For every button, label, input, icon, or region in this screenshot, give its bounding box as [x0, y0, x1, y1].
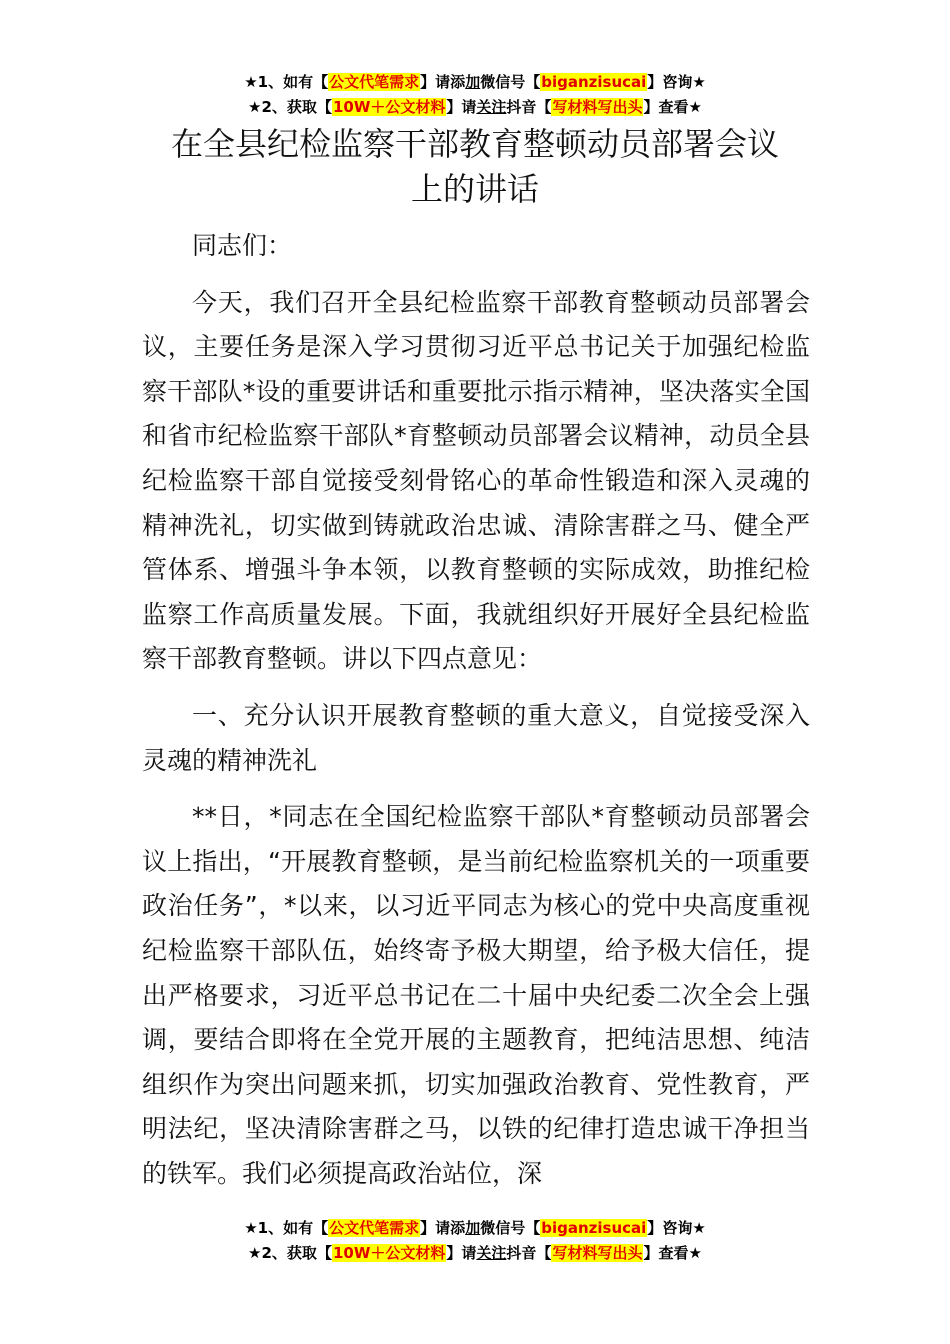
bracket: 【 — [525, 73, 541, 91]
banner-text: 抖音 — [506, 1244, 537, 1262]
banner-text: 微信号 — [480, 1219, 526, 1237]
bracket: 】 — [643, 98, 659, 116]
banner-line-2 — [0, 1241, 950, 1266]
banner-text: ★1、如有 — [244, 1219, 314, 1237]
banner-underlined-text: 加 — [465, 73, 481, 91]
document-body — [142, 224, 810, 1208]
banner-text: 咨询★ — [662, 1219, 706, 1237]
bracket: 【 — [313, 1219, 329, 1237]
banner-text: 请 — [461, 1244, 477, 1262]
banner-text: 查看★ — [658, 1244, 702, 1262]
banner-text: ★2、获取 — [248, 1244, 317, 1262]
bracket: 】 — [643, 1244, 659, 1262]
highlight-douyin-account: 写材料写出头 — [552, 98, 643, 116]
bracket: 【 — [536, 1244, 552, 1262]
banner-text: 请添 — [435, 1219, 466, 1237]
highlight-materials: 10W＋公文材料 — [332, 98, 446, 116]
banner-text: ★2、获取 — [248, 98, 317, 116]
banner-line-1 — [0, 1216, 950, 1241]
highlight-ghostwriting: 公文代笔需求 — [329, 1219, 420, 1237]
section-heading-1: 一、充分认识开展教育整顿的重大意义，自觉接受深入灵魂的精神洗礼 — [142, 700, 810, 775]
bracket: 】 — [647, 1219, 663, 1237]
bracket: 】 — [446, 98, 462, 116]
bracket: 【 — [313, 73, 329, 91]
header-banner — [0, 70, 950, 120]
banner-line-2 — [0, 95, 950, 120]
paragraph-section-1: **日，*同志在全国纪检监察干部队*育整顿动员部署会议上指出，“开展教育整顿，是当前纪检监察机关的一项重要政治任务”，*以来，以习近平同志为核心的党中央高度重视纪检监察干部队伍，始终寄予极大期望，给予极大信任，提出严格要求，习近平总书记在二十届中央纪委二次全会上强调，要结合即将在全党开展的主题教育，把纯洁思想、纯洁组织作为突出问题来抓，切实加强政治教育、党性教育，严明法纪，坚决清除害群之马，以铁的纪律打造忠诚干净担当的铁军。我们必须提高政治站位，深 — [142, 802, 810, 1188]
paragraph-intro: 今天，我们召开全县纪检监察干部教育整顿动员部署会议，主要任务是深入学习贯彻习近平总书记关于加强纪检监察干部队*设的重要讲话和重要批示指示精神，坚决落实全国和省市纪检监察干部队*育整顿动员部署会议精神，动员全县纪检监察干部自觉接受刻骨铭心的革命性锻造和深入灵魂的精神洗礼，切实做到铸就政治忠诚、清除害群之马、健全严管体系、增强斗争本领，以教育整顿的实际成效，助推纪检监察工作高质量发展。下面，我就组织好开展好全县纪检监察干部教育整顿。讲以下四点意见： — [142, 287, 810, 674]
bracket: 】 — [647, 73, 663, 91]
banner-text: 咨询★ — [662, 73, 706, 91]
highlight-materials: 10W＋公文材料 — [332, 1244, 446, 1262]
banner-underlined-text: 加 — [465, 1219, 481, 1237]
banner-text: 抖音 — [506, 98, 537, 116]
bracket: 【 — [525, 1219, 541, 1237]
footer-banner — [0, 1216, 950, 1266]
bracket: 【 — [316, 1244, 332, 1262]
banner-underlined-text: 关注 — [476, 1244, 507, 1262]
document-title — [0, 122, 950, 212]
highlight-douyin-account: 写材料写出头 — [552, 1244, 643, 1262]
bracket: 【 — [316, 98, 332, 116]
banner-text: 请 — [461, 98, 477, 116]
bracket: 【 — [536, 98, 552, 116]
banner-underlined-text: 关注 — [476, 98, 507, 116]
banner-text: ★1、如有 — [244, 73, 314, 91]
banner-text: 请添 — [435, 73, 466, 91]
title-line-2: 上的讲话 — [410, 170, 539, 208]
bracket: 】 — [420, 73, 436, 91]
salutation: 同志们： — [192, 231, 293, 260]
banner-text: 微信号 — [480, 73, 526, 91]
banner-line-1 — [0, 70, 950, 95]
highlight-wechat-id: biganzisucai — [541, 1219, 647, 1237]
bracket: 】 — [420, 1219, 436, 1237]
banner-text: 查看★ — [658, 98, 702, 116]
bracket: 】 — [446, 1244, 462, 1262]
highlight-ghostwriting: 公文代笔需求 — [329, 73, 420, 91]
title-line-1: 在全县纪检监察干部教育整顿动员部署会议 — [170, 125, 779, 163]
highlight-wechat-id: biganzisucai — [541, 73, 647, 91]
